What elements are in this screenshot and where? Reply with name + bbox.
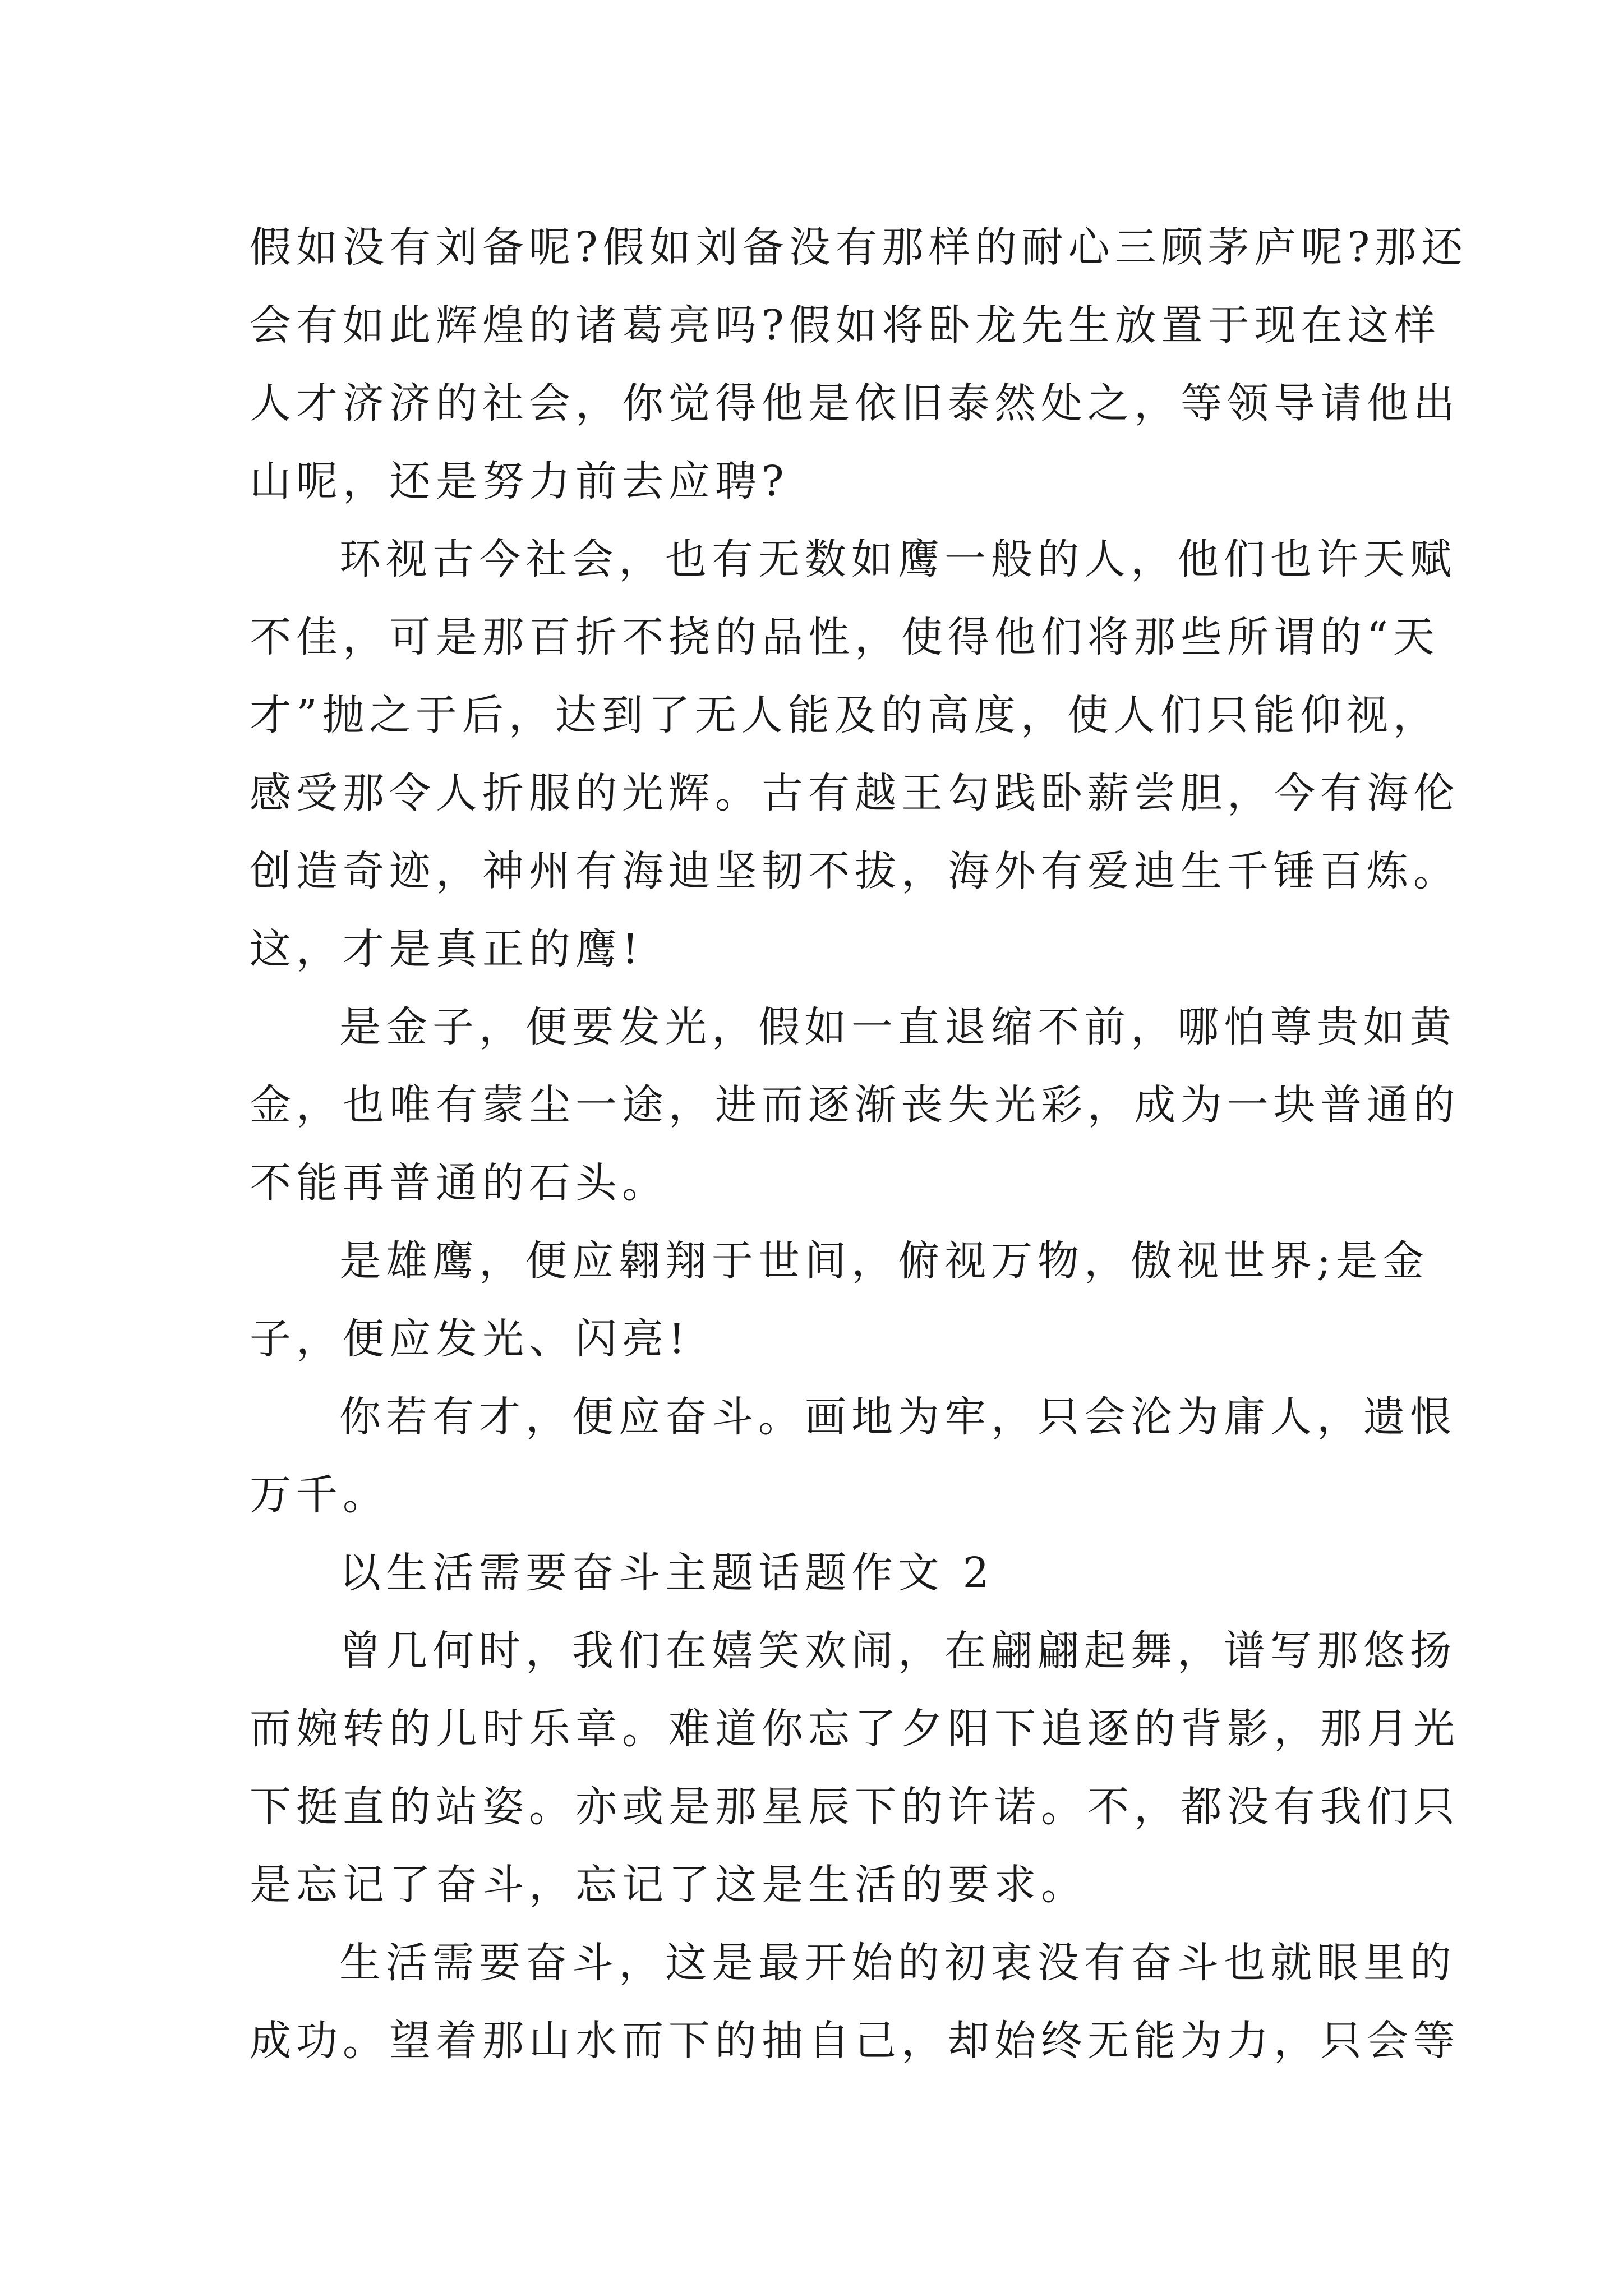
text-line: 人才济济的社会，你觉得他是依旧泰然处之，等领导请他出 [250, 379, 1460, 427]
text-line: 成功。望着那山水而下的抽自己，却始终无能为力，只会等 [250, 2017, 1460, 2065]
text-line: 这，才是真正的鹰! [250, 925, 644, 973]
text-line: 是忘记了奋斗，忘记了这是生活的要求。 [250, 1861, 1087, 1909]
text-line: 环视古今社会，也有无数如鹰一般的人，他们也许天赋 [339, 535, 1456, 583]
text-line: 曾几何时，我们在嬉笑欢闹，在翩翩起舞，谱写那悠扬 [339, 1627, 1456, 1675]
section-heading: 以生活需要奋斗主题话题作文 2 [339, 1549, 994, 1597]
text-line: 会有如此辉煌的诸葛亮吗?假如将卧龙先生放置于现在这样 [250, 301, 1441, 349]
text-line: 创造奇迹，神州有海迪坚韧不拔，海外有爱迪生千锤百炼。 [250, 847, 1460, 895]
text-line: 生活需要奋斗，这是最开始的初衷没有奋斗也就眼里的 [339, 1939, 1456, 1987]
text-line: 下挺直的站姿。亦或是那星辰下的许诺。不，都没有我们只 [250, 1783, 1460, 1831]
text-line: 而婉转的儿时乐章。难道你忘了夕阳下追逐的背影，那月光 [250, 1705, 1460, 1753]
text-line: 是金子，便要发光，假如一直退缩不前，哪怕尊贵如黄 [339, 1003, 1456, 1051]
text-line: 金，也唯有蒙尘一途，进而逐渐丧失光彩，成为一块普通的 [250, 1081, 1460, 1129]
text-line: 不能再普通的石头。 [250, 1159, 668, 1207]
text-line: 才”抛之于后，达到了无人能及的高度，使人们只能仰视， [250, 691, 1440, 739]
text-line: 是雄鹰，便应翱翔于世间，俯视万物，傲视世界;是金 [339, 1237, 1429, 1285]
text-line: 子，便应发光、闪亮! [250, 1315, 690, 1363]
text-line: 万千。 [250, 1471, 389, 1519]
text-line: 感受那令人折服的光辉。古有越王勾践卧薪尝胆，今有海伦 [250, 769, 1460, 817]
text-line: 不佳，可是那百折不挠的品性，使得他们将那些所谓的“天 [250, 613, 1440, 661]
text-line: 你若有才，便应奋斗。画地为牢，只会沦为庸人，遗恨 [339, 1393, 1456, 1441]
body-text [250, 209, 1468, 2080]
text-line: 山呢，还是努力前去应聘? [250, 457, 789, 505]
text-line: 假如没有刘备呢?假如刘备没有那样的耐心三顾茅庐呢?那还 [250, 223, 1468, 272]
